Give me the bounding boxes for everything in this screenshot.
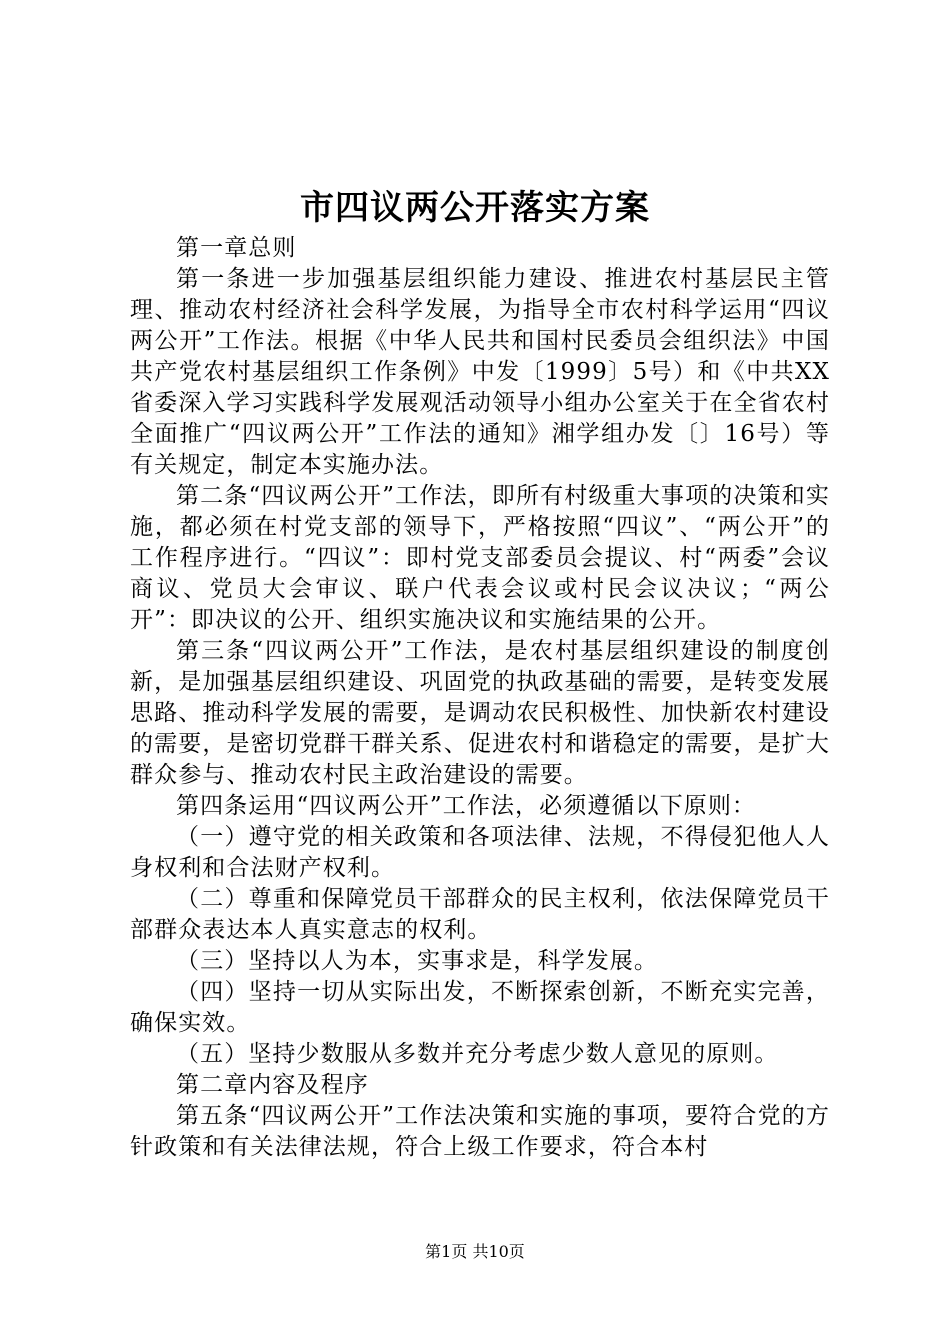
- document-title: 市四议两公开落实方案: [300, 188, 650, 228]
- page-footer: 第1页 共10页: [425, 1242, 525, 1261]
- principle-item: （三）坚持以人为本，实事求是，科学发展。: [176, 948, 658, 974]
- article-paragraph: 第五条“四议两公开”工作法决策和实施的事项，要符合党的方针政策和有关法律法规，符合上级工作要求，符合本村: [130, 1103, 830, 1160]
- chapter-heading: 第一章总则: [176, 235, 297, 261]
- article-paragraph: 第一条进一步加强基层组织能力建设、推进农村基层民主管理、推动农村经济社会科学发展，为指导全市农村科学运用“四议两公开”工作法。根据《中华人民共和国村民委员会组织法》中国共产党农村基层组织工作条例》中发〔1999〕5号）和《中共XX省委深入学习实践科学发展观活动领导小组办公室关于在全省农村全面推广“四议两公开”工作法的通知》湘学组办发〔〕16号）等有关规定，制定本实施办法。: [130, 266, 830, 478]
- chapter-heading: 第二章内容及程序: [176, 1072, 369, 1098]
- article-paragraph: 第三条“四议两公开”工作法，是农村基层组织建设的制度创新，是加强基层组织建设、巩固党的执政基础的需要，是转变发展思路、推动科学发展的需要，是调动农民积极性、加快新农村建设的需要，是密切党群干群关系、促进农村和谐稳定的需要，是扩大群众参与、推动农村民主政治建设的需要。: [130, 638, 830, 788]
- principle-item: （二）尊重和保障党员干部群众的民主权利，依法保障党员干部群众表达本人真实意志的权利。: [130, 886, 830, 943]
- principle-item: （五）坚持少数服从多数并充分考虑少数人意见的原则。: [176, 1041, 779, 1067]
- principle-item: （一）遵守党的相关政策和各项法律、法规，不得侵犯他人人身权利和合法财产权利。: [130, 824, 830, 881]
- principle-item: （四）坚持一切从实际出发，不断探索创新，不断充实完善，确保实效。: [130, 979, 830, 1036]
- document-body: [130, 233, 830, 1163]
- article-paragraph: 第二条“四议两公开”工作法，即所有村级重大事项的决策和实施，都必须在村党支部的领导下，严格按照“四议”、“两公开”的工作程序进行。“四议”：即村党支部委员会提议、村“两委”会议商议、党员大会审议、联户代表会议或村民会议决议；“两公开”：即决议的公开、组织实施决议和实施结果的公开。: [130, 483, 830, 633]
- article-paragraph: 第四条运用“四议两公开”工作法，必须遵循以下原则：: [176, 793, 757, 819]
